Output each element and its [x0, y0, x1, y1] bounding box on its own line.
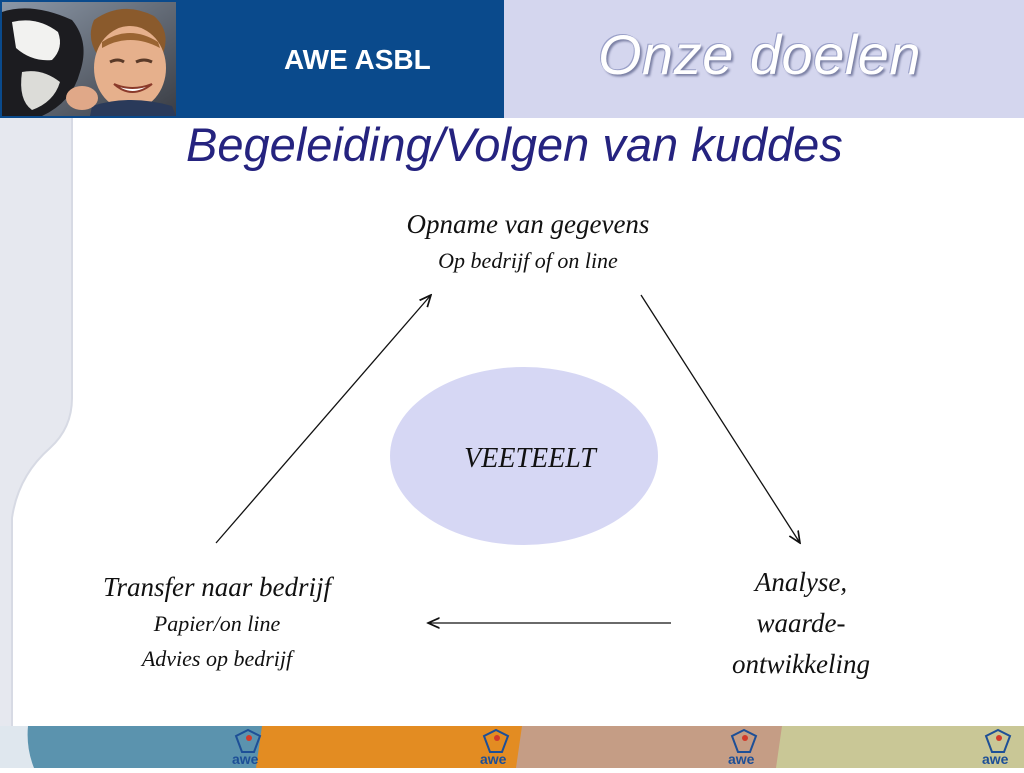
slide-footer — [0, 726, 1024, 768]
node-right-line-2: waarde- — [756, 608, 846, 638]
footer-logo-text: awe — [480, 751, 507, 767]
node-right-line-3: ontwikkeling — [732, 649, 870, 679]
arrow-left-to-top — [216, 295, 431, 543]
node-top-subtitle: Op bedrijf of on line — [438, 248, 618, 273]
center-label: VEETEELT — [464, 443, 596, 474]
node-top-title: Opname van gegevens — [406, 209, 650, 239]
slide-title: Begeleiding/Volgen van kuddes — [186, 118, 843, 171]
node-right-line-1: Analyse, — [754, 567, 848, 597]
node-left-line-2: Advies op bedrijf — [141, 646, 293, 671]
brand-name: AWE ASBL — [284, 44, 431, 75]
footer-logo-text: awe — [982, 751, 1009, 767]
footer-color-bands — [0, 726, 1024, 768]
node-transfer — [50, 568, 384, 676]
node-left-title: Transfer naar bedrijf — [102, 572, 332, 602]
node-data-collection — [360, 205, 696, 278]
node-left-line-1: Papier/on line — [153, 611, 281, 636]
node-analysis — [690, 562, 912, 685]
footer-logo-text: awe — [728, 751, 755, 767]
arrow-top-to-right — [641, 295, 800, 543]
footer-logo-text: awe — [232, 751, 259, 767]
section-title: Onze doelen — [598, 23, 922, 86]
